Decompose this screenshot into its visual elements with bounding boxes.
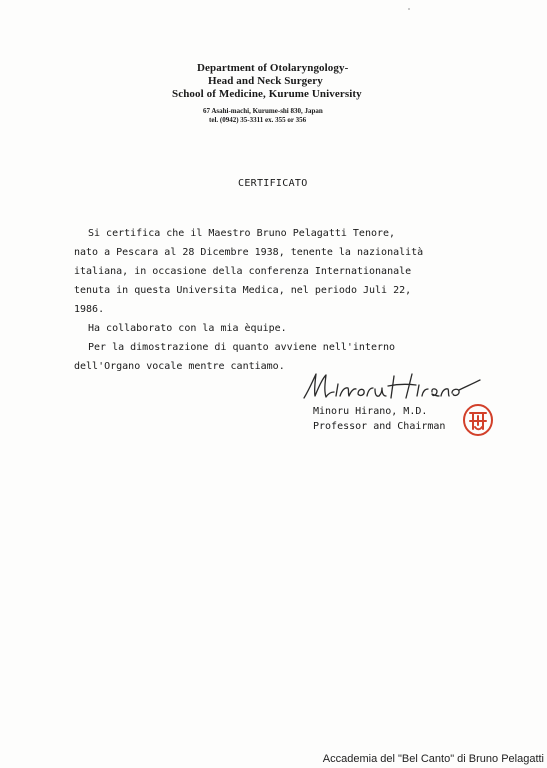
purpose-line: Per la dimostrazione di quanto avviene nell'interno (88, 342, 396, 353)
letterhead-department: Department of Otolaryngology- (197, 62, 349, 74)
document-title: CERTIFICATO (238, 178, 308, 189)
body-line: tenuta in questa Universita Medica, nel periodo Juli 22, (74, 285, 412, 296)
handwritten-signature (300, 370, 485, 402)
letterhead-phone: tel. (0942) 35-3311 ex. 355 or 356 (209, 116, 307, 124)
signer-block (313, 404, 445, 434)
letterhead-school: School of Medicine, Kurume University (172, 88, 362, 100)
footer-caption: Accademia del "Bel Canto" di Bruno Pelagatti (322, 753, 544, 765)
signer-role: Professor and Chairman (313, 421, 446, 432)
body-line: Si certifica che il Maestro Bruno Pelagatti Tenore, (88, 228, 396, 239)
body-line: nato a Pescara al 28 Dicembre 1938, tenente la nazionalità (74, 247, 424, 258)
certificate-body (74, 224, 494, 376)
purpose-line: dell'Organo vocale mentre cantiamo. (74, 361, 285, 372)
paper-speck (408, 8, 410, 10)
letterhead (160, 62, 390, 125)
letterhead-address: 67 Asahi-machi, Kurume-shi 830, Japan (203, 107, 323, 115)
signer-name: Minoru Hirano, M.D. (313, 406, 428, 417)
red-seal-stamp (462, 403, 494, 437)
letterhead-division: Head and Neck Surgery (208, 75, 323, 87)
collaboration-line: Ha collaborato con la mia èquipe. (88, 323, 287, 334)
body-line: italiana, in occasione della conferenza Internationanale (74, 266, 412, 277)
body-line: 1986. (74, 304, 105, 315)
